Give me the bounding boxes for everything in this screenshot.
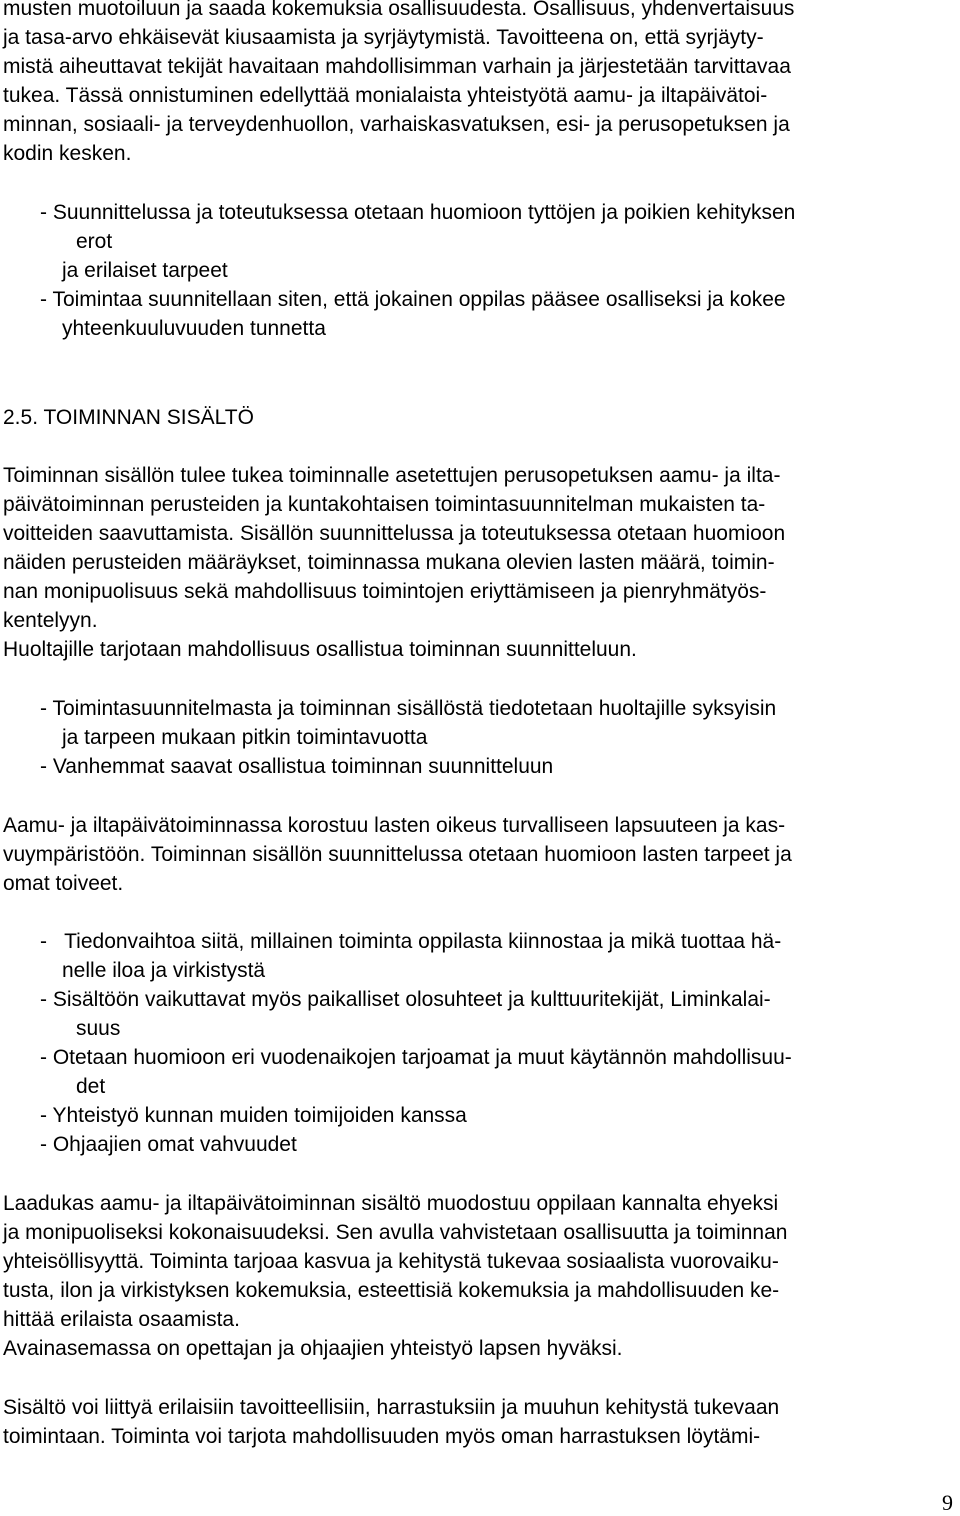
list-item: - Toimintasuunnitelmasta ja toiminnan sisällöstä tiedotetaan huoltajille syksyisin xyxy=(40,697,777,720)
text-line: Aamu- ja iltapäivätoiminnassa korostuu lasten oikeus turvalliseen lapsuuteen ja kas- xyxy=(3,814,786,837)
text-line: kodin kesken. xyxy=(3,142,132,165)
text-line: näiden perusteiden määräykset, toiminnassa mukana olevien lasten määrä, toimin- xyxy=(3,551,775,574)
text-line: ja monipuoliseksi kokonaisuudeksi. Sen avulla vahvistetaan osallisuutta ja toiminnan xyxy=(3,1221,788,1244)
text-line: ja tasa-arvo ehkäisevät kiusaamista ja syrjäytymistä. Tavoitteena on, että syrjäyty- xyxy=(3,26,764,49)
text-line: omat toiveet. xyxy=(3,872,124,895)
list-item-continuation: erot xyxy=(76,230,113,253)
page-number: 9 xyxy=(942,1490,953,1515)
list-item-continuation: nelle iloa ja virkistystä xyxy=(62,959,266,982)
list-item: - Ohjaajien omat vahvuudet xyxy=(40,1133,297,1156)
list-item: - Suunnittelussa ja toteutuksessa otetaan huomioon tyttöjen ja poikien kehityksen xyxy=(40,201,796,224)
text-line: yhteisöllisyyttä. Toiminta tarjoaa kasvua ja kehitystä tukevaa sosiaalista vuorovaiku- xyxy=(3,1250,779,1273)
list-item-continuation: yhteenkuuluvuuden tunnetta xyxy=(62,317,326,340)
text-line: tusta, ilon ja virkistyksen kokemuksia, esteettisiä kokemuksia ja mahdollisuuden ke- xyxy=(3,1279,780,1302)
list-item: - Vanhemmat saavat osallistua toiminnan suunnitteluun xyxy=(40,755,554,778)
text-line: Avainasemassa on opettajan ja ohjaajien yhteistyö lapsen hyväksi. xyxy=(3,1337,623,1360)
text-line: voitteiden saavuttamista. Sisällön suunnittelussa ja toteutuksessa otetaan huomioon xyxy=(3,522,786,545)
text-line: Toiminnan sisällön tulee tukea toiminnalle asetettujen perusopetuksen aamu- ja ilta- xyxy=(3,464,781,487)
list-item: - Tiedonvaihtoa siitä, millainen toiminta oppilasta kiinnostaa ja mikä tuottaa hä- xyxy=(40,930,782,953)
list-item-continuation: det xyxy=(76,1075,106,1098)
text-line: hittää erilaista osaamista. xyxy=(3,1308,240,1331)
text-line: vuympäristöön. Toiminnan sisällön suunnittelussa otetaan huomioon lasten tarpeet ja xyxy=(3,843,792,866)
text-line: Laadukas aamu- ja iltapäivätoiminnan sisältö muodostuu oppilaan kannalta ehyeksi xyxy=(3,1192,779,1215)
list-item-continuation: ja tarpeen mukaan pitkin toimintavuotta xyxy=(62,726,428,749)
list-item-continuation: ja erilaiset tarpeet xyxy=(62,259,228,282)
text-line: musten muotoiluun ja saada kokemuksia osallisuudesta. Osallisuus, yhdenvertaisuus xyxy=(3,0,795,20)
text-line: nan monipuolisuus sekä mahdollisuus toimintojen eriyttämiseen ja pienryhmätyös- xyxy=(3,580,767,603)
text-line: toimintaan. Toiminta voi tarjota mahdollisuuden myös oman harrastuksen löytämi- xyxy=(3,1425,761,1448)
list-item: - Yhteistyö kunnan muiden toimijoiden kanssa xyxy=(40,1104,467,1127)
text-line: mistä aiheuttavat tekijät havaitaan mahdollisimman varhain ja järjestetään tarvittavaa xyxy=(3,55,791,78)
list-item: - Sisältöön vaikuttavat myös paikalliset olosuhteet ja kulttuuritekijät, Liminkalai- xyxy=(40,988,771,1011)
text-line: tukea. Tässä onnistuminen edellyttää monialaista yhteistyötä aamu- ja iltapäivätoi- xyxy=(3,84,768,107)
text-line: päivätoiminnan perusteiden ja kuntakohtaisen toimintasuunnitelman mukaisten ta- xyxy=(3,493,766,516)
text-line: kentelyyn. xyxy=(3,609,98,632)
text-line: minnan, sosiaali- ja terveydenhuollon, varhaiskasvatuksen, esi- ja perusopetuksen ja xyxy=(3,113,790,136)
section-heading: 2.5. TOIMINNAN SISÄLTÖ xyxy=(3,406,254,429)
text-line: Sisältö voi liittyä erilaisiin tavoitteellisiin, harrastuksiin ja muuhun kehitystä tukevaan xyxy=(3,1396,780,1419)
text-line: Huoltajille tarjotaan mahdollisuus osallistua toiminnan suunnitteluun. xyxy=(3,638,637,661)
list-item-continuation: suus xyxy=(76,1017,121,1040)
list-item: - Otetaan huomioon eri vuodenaikojen tarjoamat ja muut käytännön mahdollisuu- xyxy=(40,1046,792,1069)
list-item: - Toimintaa suunnitellaan siten, että jokainen oppilas pääsee osalliseksi ja kokee xyxy=(40,288,786,311)
